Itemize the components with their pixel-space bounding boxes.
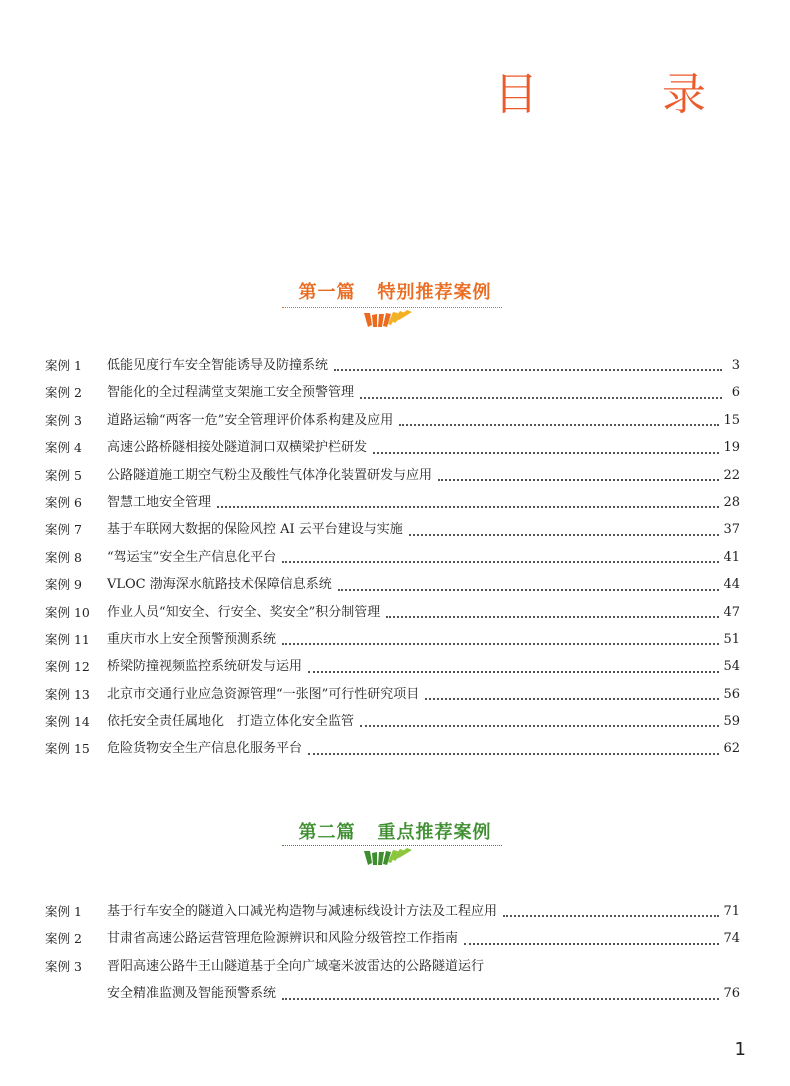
part1-title: 特别推荐案例 [377, 282, 492, 303]
toc-entry[interactable]: 案例 1 基于行车安全的隧道入口减光构造物与减速标线设计方法及工程应用 71 [45, 903, 740, 919]
toc-entry[interactable]: 案例 11 重庆市水上安全预警预测系统 51 [45, 631, 740, 647]
toc-entry[interactable]: 案例 1 低能见度行车安全智能诱导及防撞系统 3 [45, 357, 740, 373]
toc-entry[interactable]: 案例 8 “驾运宝”安全生产信息化平台 41 [45, 549, 740, 565]
toc-entry[interactable]: 案例 13 北京市交通行业应急资源管理“一张图”可行性研究项目 56 [45, 686, 740, 702]
toc-entry[interactable]: 案例 7 基于车联网大数据的保险风控 AI 云平台建设与实施 37 [45, 522, 740, 538]
toc-entry[interactable]: 案例 5 公路隧道施工期空气粉尘及酸性气体净化装置研发与应用 22 [45, 467, 740, 483]
part2-heading [0, 818, 790, 844]
toc-entry[interactable]: 案例 10 作业人员“知安全、行安全、奖安全”积分制管理 47 [45, 604, 740, 620]
part2-label: 第二篇 [298, 822, 356, 843]
toc-entry[interactable]: 案例 15 危险货物安全生产信息化服务平台 62 [45, 741, 740, 757]
part1-label: 第一篇 [298, 282, 356, 303]
toc-entry[interactable]: 案例 2 甘肃省高速公路运营管理危险源辨识和风险分级管控工作指南 74 [45, 931, 740, 947]
page-number: 1 [734, 1039, 746, 1060]
part1-fan-ornament [360, 307, 416, 331]
toc-entry[interactable]: 案例 14 依托安全责任属地化 打造立体化安全监管 59 [45, 714, 740, 730]
part2-title: 重点推荐案例 [377, 822, 492, 843]
part2-fan-ornament [360, 845, 416, 869]
part1-heading [0, 278, 790, 304]
toc-entry-continuation[interactable]: 安全精准监测及智能预警系统 76 [107, 986, 740, 1002]
toc-entry[interactable]: 案例 3 道路运输“两客一危”安全管理评价体系构建及应用 15 [45, 412, 740, 428]
toc-entry[interactable]: 案例 12 桥梁防撞视频监控系统研发与运用 54 [45, 659, 740, 675]
page-title: 目 录 [494, 69, 746, 120]
part1-toc [45, 352, 740, 763]
toc-entry[interactable]: 案例 9 VLOC 渤海深水航路技术保障信息系统 44 [45, 577, 740, 593]
toc-entry[interactable]: 案例 6 智慧工地安全管理 28 [45, 494, 740, 510]
part2-toc [45, 898, 740, 1008]
toc-entry[interactable]: 案例 4 高速公路桥隧相接处隧道洞口双横梁护栏研发 19 [45, 440, 740, 456]
toc-entry[interactable]: 案例 2 智能化的全过程满堂支架施工安全预警管理 6 [45, 385, 740, 401]
toc-entry[interactable]: 案例 3 晋阳高速公路牛王山隧道基于全向广域毫米波雷达的公路隧道运行 [45, 958, 485, 974]
